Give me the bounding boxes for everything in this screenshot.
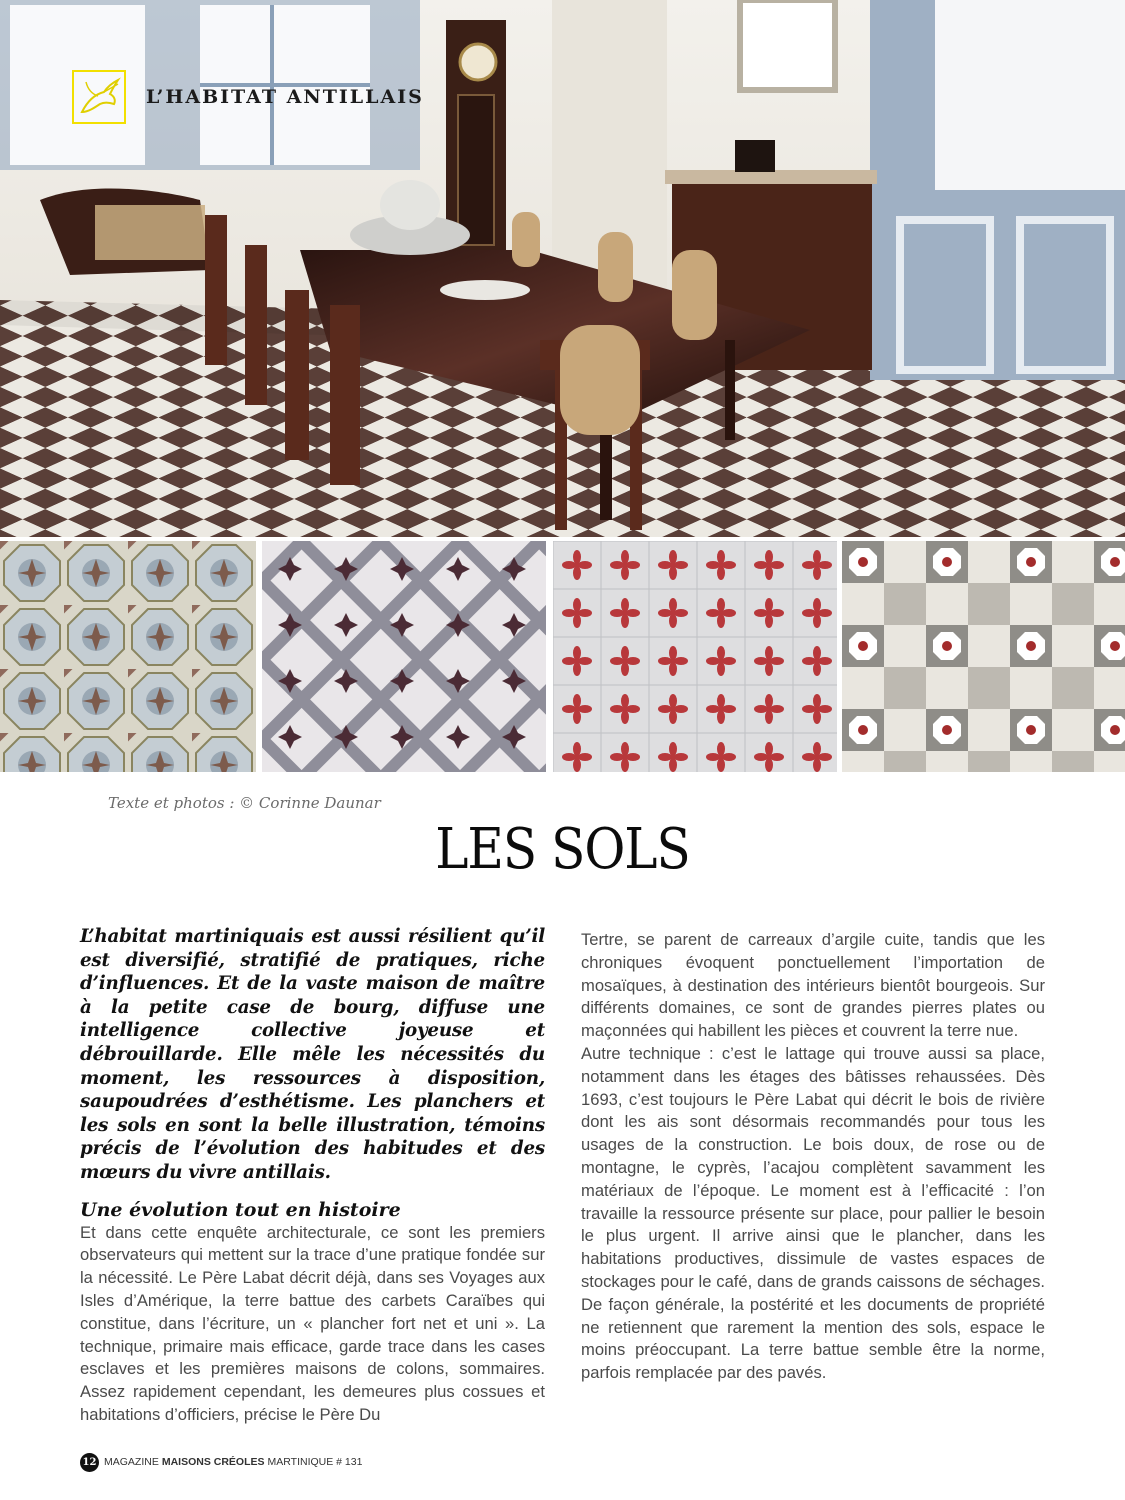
body-paragraph-left: Et dans cette enquête architecturale, ce sont les premiers observateurs qui mettent sur la trace d’une pratique fondée sur la nécessité. Le Père Labat décrit déjà, dans ses Voyages aux Isles d’Amérique, la terre battue des carbets Caraïbes qui constitue, dans l’écriture, un « plancher fort net et uni ». La technique, primaire mais efficace, garde trace dans les cases esclaves et les premières maisons de colons, sommaires. Assez rapidement cependant, les demeures plus cossues et habitations d’officiers, précise le Père Du [80, 1222, 545, 1424]
red-flower-tile-photo [553, 541, 837, 772]
footer-brand: MAISONS CRÉOLES [161, 1456, 265, 1468]
body-paragraph-right-1: Tertre, se parent de carreaux d’argile cuite, tandis que les chroniques évoquent ponctuellement l’importation de mosaïques, à destination des intérieurs bientôt bourgeois. Sur différents domaines, ce sont de grandes pierres plates ou maçonnées qui habillent les pièces et couvrent la terre nue. [581, 930, 1045, 1041]
body-paragraph-right-2: Autre technique : c’est le lattage qui trouve aussi sa place, notamment dans les étages des bâtisses rehaussées. Dès 1693, c’est toujours le Père Labat qui décrit le bois de rivière dont les ais sont désormais recommandés pour tous les usages de la construction. Le bois doux, de rose ou de montagne, le cyprès, l’acajou complètent savamment les matériaux de l’époque. Le moment est à l’efficacité : l’on travaille la ressource présente sur place, pour pallier le besoin le plus urgent. Il arrive ainsi que le plancher, dans les habitations productives, dissimule de vastes espaces de stockages pour le café, dans de grands caissons de séchages. De façon générale, la postérité et les documents de propriété ne retiennent que rarement la mention des sols, espace le moins préoccupant. La terre battue semble être la norme, parfois remplacée par des pavés. [581, 1043, 1045, 1383]
footer-issue: MARTINIQUE # 131 [267, 1456, 363, 1468]
octagon-star-tile-photo [0, 541, 256, 772]
lead-paragraph: L’habitat martiniquais est aussi résilient qu’il est diversifié, stratifié de pratiques, riche d’influences. Et de la vaste maison de maître à la petite case de bourg, diffuse une intelligence collective joyeuse et débrouillarde. Elle mêle les nécessités du moment, les ressources à disposition, saupoudrées d’esthétisme. Les planchers et les sols en sont la belle illustration, témoins précis de l’évolution des habitudes et des mœurs du vivre antillais. [80, 926, 545, 1183]
page-footer [80, 1452, 362, 1472]
rosette-tile-photo [842, 541, 1125, 772]
left-column [80, 925, 545, 1427]
photo-credit: Texte et photos : © Corinne Daunar [108, 794, 381, 812]
section-subheading: Une évolution tout en histoire [80, 1198, 401, 1221]
grey-lattice-tile-photo [262, 541, 546, 772]
hummingbird-logo-icon [72, 70, 126, 124]
right-column [581, 929, 1045, 1385]
page-number: 12 [80, 1453, 99, 1472]
footer-magazine-label: MAGAZINE [104, 1456, 159, 1468]
dining-room-photo [0, 0, 1125, 537]
page-title: LES SOLS [435, 816, 690, 882]
section-title: L’HABITAT ANTILLAIS [146, 86, 424, 108]
